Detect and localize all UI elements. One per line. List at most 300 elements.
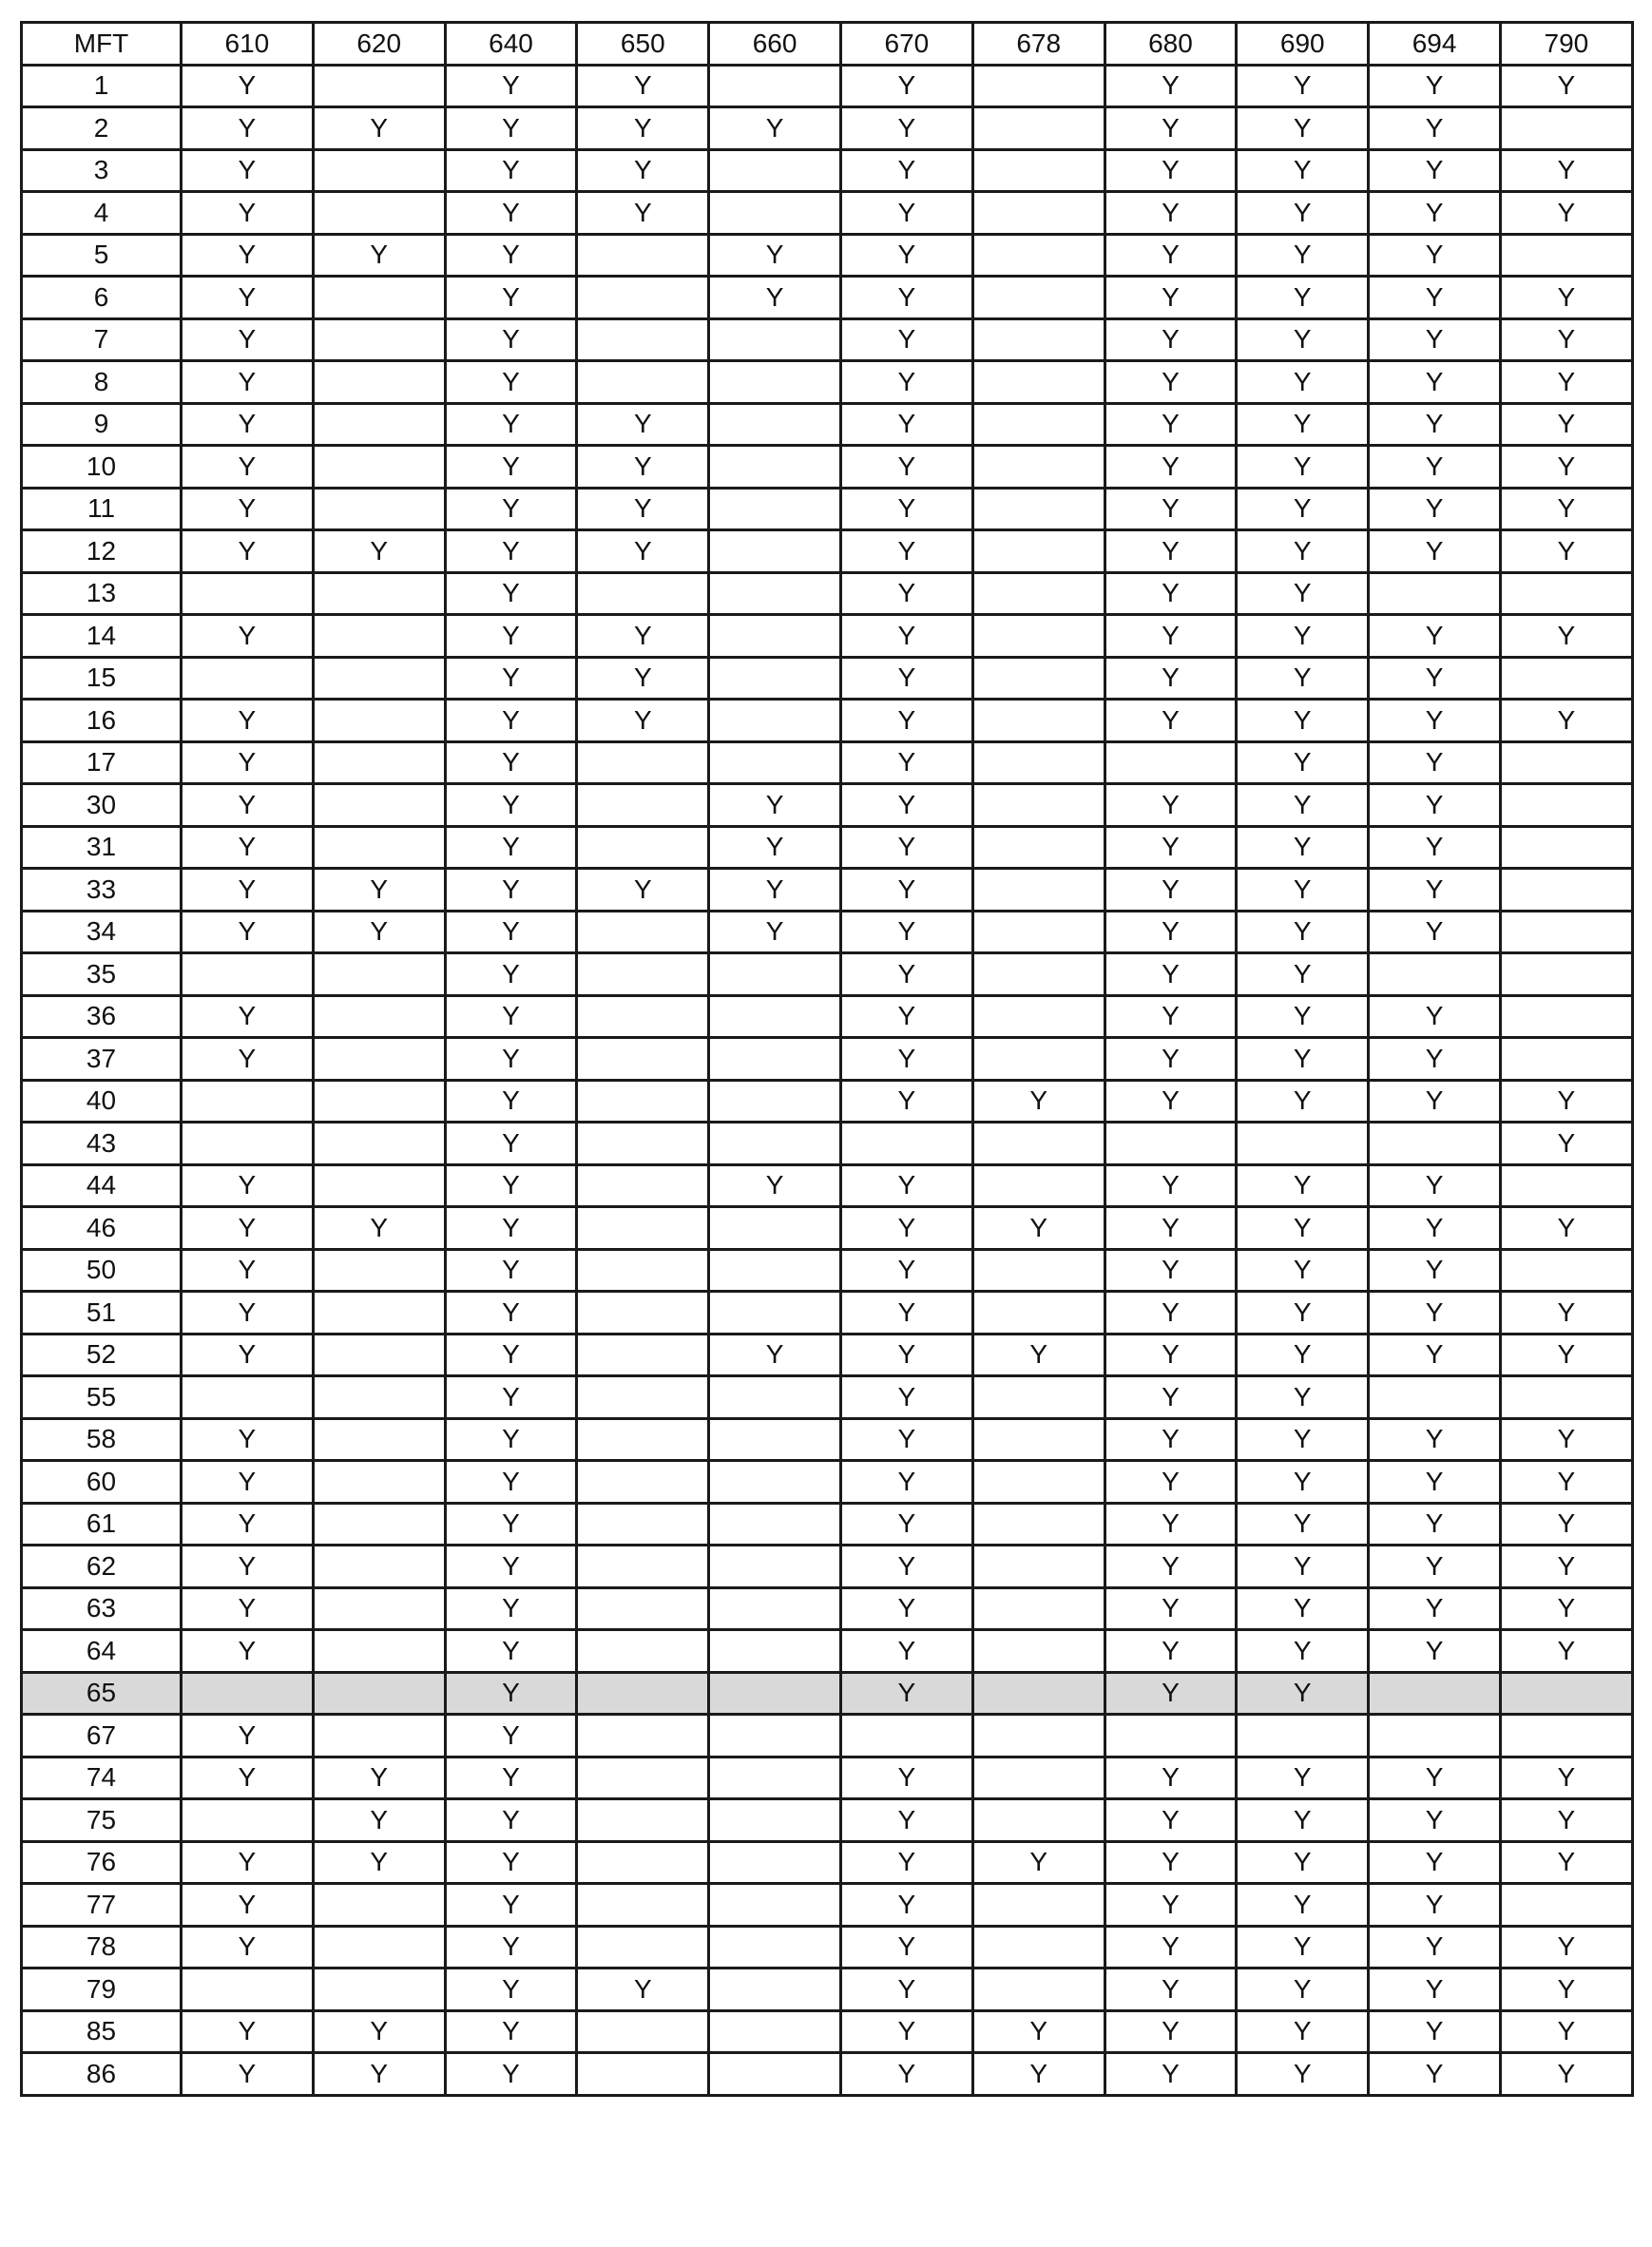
- table-cell: Y: [1237, 2010, 1369, 2053]
- table-cell: Y: [840, 995, 972, 1038]
- table-cell: [313, 1123, 445, 1165]
- table-cell: Y: [182, 403, 314, 446]
- table-row: [22, 1757, 1633, 1799]
- table-cell: [577, 1376, 709, 1419]
- row-header-mft: 44: [22, 1164, 182, 1207]
- table-row: [22, 1969, 1633, 2011]
- row-header-mft: 6: [22, 277, 182, 319]
- row-header-mft: 34: [22, 911, 182, 953]
- table-cell: Y: [1500, 361, 1632, 404]
- table-cell: [709, 1630, 841, 1673]
- table-row: [22, 1080, 1633, 1123]
- table-cell: Y: [445, 1587, 577, 1630]
- table-cell: Y: [1237, 869, 1369, 912]
- table-cell: [972, 615, 1105, 658]
- table-cell: Y: [1369, 1630, 1501, 1673]
- table-cell: [709, 1207, 841, 1250]
- table-cell: Y: [840, 1376, 972, 1419]
- row-header-mft: 55: [22, 1376, 182, 1419]
- table-cell: Y: [1500, 1334, 1632, 1376]
- row-header-mft: 65: [22, 1672, 182, 1715]
- table-cell: Y: [182, 192, 314, 235]
- table-cell: Y: [1369, 1969, 1501, 2011]
- table-row: [22, 2010, 1633, 2053]
- table-cell: Y: [182, 361, 314, 404]
- table-cell: [577, 1587, 709, 1630]
- table-cell: Y: [1237, 446, 1369, 489]
- row-header-mft: 75: [22, 1799, 182, 1842]
- table-cell: Y: [182, 1334, 314, 1376]
- table-cell: [709, 2010, 841, 2053]
- table-cell: Y: [1500, 149, 1632, 192]
- table-cell: Y: [182, 1884, 314, 1927]
- table-cell: Y: [313, 2010, 445, 2053]
- table-cell: [972, 1164, 1105, 1207]
- column-header-620: 620: [313, 23, 445, 66]
- table-cell: Y: [1369, 361, 1501, 404]
- table-cell: [972, 1546, 1105, 1588]
- table-cell: Y: [709, 107, 841, 150]
- table-cell: [972, 361, 1105, 404]
- row-header-mft: 40: [22, 1080, 182, 1123]
- table-cell: Y: [445, 2010, 577, 2053]
- table-cell: Y: [445, 361, 577, 404]
- table-cell: [313, 784, 445, 827]
- table-cell: Y: [577, 192, 709, 235]
- table-cell: [577, 1546, 709, 1588]
- table-cell: [313, 1334, 445, 1376]
- table-cell: Y: [445, 572, 577, 615]
- table-cell: Y: [840, 107, 972, 150]
- table-cell: Y: [445, 1461, 577, 1504]
- table-cell: Y: [445, 192, 577, 235]
- table-cell: Y: [1500, 446, 1632, 489]
- table-cell: Y: [445, 1207, 577, 1250]
- table-cell: Y: [840, 1884, 972, 1927]
- table-cell: [577, 741, 709, 784]
- table-cell: Y: [1500, 1503, 1632, 1546]
- table-cell: [1500, 784, 1632, 827]
- table-row: [22, 1418, 1633, 1461]
- table-cell: Y: [182, 1503, 314, 1546]
- table-cell: Y: [1369, 1884, 1501, 1927]
- table-row: [22, 1546, 1633, 1588]
- row-header-mft: 8: [22, 361, 182, 404]
- table-cell: Y: [182, 741, 314, 784]
- table-row: [22, 192, 1633, 235]
- column-header-640: 640: [445, 23, 577, 66]
- table-cell: Y: [840, 1841, 972, 1884]
- table-cell: Y: [577, 530, 709, 573]
- table-cell: Y: [1500, 1799, 1632, 1842]
- table-cell: [709, 318, 841, 361]
- row-header-mft: 74: [22, 1757, 182, 1799]
- table-cell: Y: [1369, 192, 1501, 235]
- table-cell: Y: [182, 1292, 314, 1335]
- table-cell: Y: [1500, 488, 1632, 530]
- table-cell: Y: [840, 234, 972, 277]
- table-cell: Y: [709, 911, 841, 953]
- row-header-mft: 11: [22, 488, 182, 530]
- table-cell: [709, 1587, 841, 1630]
- table-cell: Y: [1369, 403, 1501, 446]
- table-cell: [313, 149, 445, 192]
- table-cell: Y: [1369, 2010, 1501, 2053]
- table-cell: Y: [445, 1884, 577, 1927]
- table-cell: [972, 869, 1105, 912]
- table-cell: Y: [445, 530, 577, 573]
- table-cell: Y: [1237, 1249, 1369, 1292]
- table-cell: Y: [1237, 700, 1369, 742]
- table-cell: Y: [1237, 1503, 1369, 1546]
- table-cell: [709, 446, 841, 489]
- table-cell: [972, 530, 1105, 573]
- table-cell: Y: [1237, 911, 1369, 953]
- table-cell: Y: [445, 1123, 577, 1165]
- table-cell: [313, 446, 445, 489]
- table-cell: Y: [182, 615, 314, 658]
- table-cell: Y: [1369, 488, 1501, 530]
- table-cell: [182, 1376, 314, 1419]
- table-cell: Y: [1500, 1080, 1632, 1123]
- table-cell: Y: [1237, 149, 1369, 192]
- table-cell: Y: [840, 2053, 972, 2096]
- table-cell: Y: [1237, 1757, 1369, 1799]
- table-cell: Y: [1105, 1672, 1237, 1715]
- table-cell: [1500, 1715, 1632, 1757]
- table-cell: Y: [313, 1207, 445, 1250]
- table-cell: Y: [840, 318, 972, 361]
- table-cell: Y: [577, 446, 709, 489]
- table-cell: [972, 1799, 1105, 1842]
- table-cell: [577, 1164, 709, 1207]
- table-cell: Y: [182, 995, 314, 1038]
- table-row: [22, 1207, 1633, 1250]
- table-cell: Y: [840, 657, 972, 700]
- table-cell: [182, 1123, 314, 1165]
- table-cell: Y: [182, 1038, 314, 1081]
- table-cell: Y: [182, 1418, 314, 1461]
- table-cell: [182, 1080, 314, 1123]
- table-cell: Y: [1369, 826, 1501, 869]
- table-cell: Y: [1105, 1418, 1237, 1461]
- table-cell: Y: [1237, 1884, 1369, 1927]
- table-cell: [577, 911, 709, 953]
- table-header: [22, 23, 1633, 66]
- table-cell: [972, 192, 1105, 235]
- table-cell: Y: [1237, 1207, 1369, 1250]
- table-cell: Y: [182, 488, 314, 530]
- table-cell: Y: [313, 1757, 445, 1799]
- table-cell: Y: [182, 1587, 314, 1630]
- table-cell: [972, 1884, 1105, 1927]
- table-cell: [840, 1715, 972, 1757]
- table-cell: Y: [1105, 403, 1237, 446]
- table-cell: Y: [1105, 149, 1237, 192]
- table-cell: Y: [182, 1841, 314, 1884]
- table-cell: Y: [1369, 657, 1501, 700]
- table-cell: [577, 1461, 709, 1504]
- table-cell: Y: [840, 1418, 972, 1461]
- table-cell: [972, 1418, 1105, 1461]
- table-cell: [709, 1292, 841, 1335]
- table-cell: [972, 1503, 1105, 1546]
- table-cell: Y: [1369, 318, 1501, 361]
- table-row: [22, 1123, 1633, 1165]
- table-cell: Y: [1500, 277, 1632, 319]
- table-cell: Y: [1237, 1080, 1369, 1123]
- table-cell: Y: [840, 1461, 972, 1504]
- table-cell: [972, 657, 1105, 700]
- table-cell: [313, 1249, 445, 1292]
- table-cell: [709, 1969, 841, 2011]
- row-header-mft: 30: [22, 784, 182, 827]
- table-cell: [1369, 1715, 1501, 1757]
- table-cell: [577, 826, 709, 869]
- table-cell: [972, 572, 1105, 615]
- table-cell: Y: [445, 1418, 577, 1461]
- table-row: [22, 657, 1633, 700]
- table-cell: Y: [840, 1969, 972, 2011]
- table-cell: [972, 1292, 1105, 1335]
- table-cell: [972, 403, 1105, 446]
- row-header-mft: 1: [22, 65, 182, 107]
- table-cell: Y: [1369, 1461, 1501, 1504]
- table-cell: Y: [1237, 1164, 1369, 1207]
- table-cell: Y: [445, 995, 577, 1038]
- table-cell: Y: [1237, 615, 1369, 658]
- table-row: [22, 1884, 1633, 1927]
- table-cell: [709, 1799, 841, 1842]
- row-header-mft: 52: [22, 1334, 182, 1376]
- table-cell: Y: [1500, 403, 1632, 446]
- table-row: [22, 2053, 1633, 2096]
- table-cell: Y: [445, 1841, 577, 1884]
- table-cell: [313, 318, 445, 361]
- table-cell: [709, 615, 841, 658]
- table-cell: [709, 1884, 841, 1927]
- table-cell: Y: [1369, 1334, 1501, 1376]
- table-cell: [577, 234, 709, 277]
- table-cell: [577, 1799, 709, 1842]
- table-cell: Y: [1237, 1461, 1369, 1504]
- table-cell: [313, 700, 445, 742]
- table-cell: Y: [1237, 1672, 1369, 1715]
- table-cell: [709, 1080, 841, 1123]
- table-cell: Y: [1369, 869, 1501, 912]
- table-cell: [313, 1418, 445, 1461]
- table-cell: Y: [840, 1249, 972, 1292]
- table-cell: Y: [1237, 953, 1369, 996]
- table-cell: Y: [1500, 1841, 1632, 1884]
- table-row: [22, 530, 1633, 573]
- table-cell: Y: [1500, 1926, 1632, 1969]
- table-cell: [313, 1969, 445, 2011]
- table-cell: Y: [840, 784, 972, 827]
- table-cell: Y: [1369, 1757, 1501, 1799]
- table-cell: Y: [445, 953, 577, 996]
- table-cell: [972, 1249, 1105, 1292]
- table-cell: [577, 1207, 709, 1250]
- table-cell: [182, 1969, 314, 2011]
- table-cell: [1500, 1164, 1632, 1207]
- table-cell: Y: [445, 615, 577, 658]
- table-cell: Y: [1105, 615, 1237, 658]
- row-header-mft: 77: [22, 1884, 182, 1927]
- table-cell: Y: [1105, 1376, 1237, 1419]
- table-row: [22, 1249, 1633, 1292]
- table-cell: Y: [1237, 1799, 1369, 1842]
- table-cell: Y: [1369, 2053, 1501, 2096]
- row-header-mft: 15: [22, 657, 182, 700]
- table-cell: Y: [445, 700, 577, 742]
- table-cell: [972, 65, 1105, 107]
- table-cell: Y: [182, 1757, 314, 1799]
- table-cell: [972, 318, 1105, 361]
- table-cell: [577, 995, 709, 1038]
- table-cell: Y: [313, 1841, 445, 1884]
- table-cell: Y: [840, 403, 972, 446]
- table-cell: Y: [445, 1164, 577, 1207]
- table-cell: Y: [972, 2010, 1105, 2053]
- row-header-mft: 43: [22, 1123, 182, 1165]
- table-cell: Y: [1369, 1841, 1501, 1884]
- table-cell: Y: [1105, 1249, 1237, 1292]
- table-cell: Y: [1237, 826, 1369, 869]
- table-cell: Y: [972, 1334, 1105, 1376]
- table-cell: Y: [445, 403, 577, 446]
- table-cell: [577, 1757, 709, 1799]
- table-cell: [1500, 995, 1632, 1038]
- table-cell: Y: [1500, 615, 1632, 658]
- table-cell: Y: [1369, 277, 1501, 319]
- table-cell: Y: [840, 1334, 972, 1376]
- row-header-mft: 16: [22, 700, 182, 742]
- table-row: [22, 911, 1633, 953]
- table-cell: [577, 953, 709, 996]
- table-cell: [313, 1587, 445, 1630]
- table-cell: Y: [445, 911, 577, 953]
- row-header-mft: 64: [22, 1630, 182, 1673]
- table-cell: [709, 1461, 841, 1504]
- table-row: [22, 446, 1633, 489]
- row-header-mft: 60: [22, 1461, 182, 1504]
- table-cell: [972, 784, 1105, 827]
- table-cell: Y: [182, 911, 314, 953]
- table-cell: Y: [1500, 1630, 1632, 1673]
- table-cell: [313, 1630, 445, 1673]
- table-cell: Y: [1105, 2010, 1237, 2053]
- table-cell: Y: [1369, 615, 1501, 658]
- table-cell: Y: [1237, 657, 1369, 700]
- table-cell: Y: [1105, 1587, 1237, 1630]
- table-cell: Y: [709, 277, 841, 319]
- table-row: [22, 953, 1633, 996]
- row-header-mft: 35: [22, 953, 182, 996]
- column-header-mft: MFT: [22, 23, 182, 66]
- table-cell: Y: [445, 318, 577, 361]
- table-body: [22, 65, 1633, 2095]
- table-cell: [577, 1418, 709, 1461]
- column-header-650: 650: [577, 23, 709, 66]
- table-cell: Y: [709, 1334, 841, 1376]
- table-cell: Y: [313, 869, 445, 912]
- table-row: [22, 1376, 1633, 1419]
- table-cell: [972, 911, 1105, 953]
- table-cell: [972, 1587, 1105, 1630]
- table-cell: [182, 953, 314, 996]
- table-cell: [313, 1672, 445, 1715]
- table-cell: Y: [1237, 530, 1369, 573]
- table-cell: [577, 1038, 709, 1081]
- table-cell: [577, 361, 709, 404]
- row-header-mft: 7: [22, 318, 182, 361]
- table-cell: Y: [1237, 403, 1369, 446]
- table-cell: Y: [1500, 1587, 1632, 1630]
- table-cell: Y: [445, 107, 577, 150]
- table-cell: [972, 1038, 1105, 1081]
- row-header-mft: 37: [22, 1038, 182, 1081]
- table-cell: Y: [445, 741, 577, 784]
- table-cell: [1500, 572, 1632, 615]
- column-header-678: 678: [972, 23, 1105, 66]
- table-cell: [1500, 234, 1632, 277]
- table-row: [22, 107, 1633, 150]
- table-row: [22, 1038, 1633, 1081]
- table-cell: Y: [840, 1080, 972, 1123]
- table-cell: Y: [445, 1038, 577, 1081]
- table-cell: Y: [1105, 1503, 1237, 1546]
- table-row: [22, 826, 1633, 869]
- table-cell: Y: [577, 403, 709, 446]
- table-cell: Y: [1500, 1546, 1632, 1588]
- table-cell: Y: [709, 784, 841, 827]
- table-cell: Y: [182, 446, 314, 489]
- table-cell: Y: [182, 149, 314, 192]
- table-cell: Y: [182, 107, 314, 150]
- table-cell: [1369, 953, 1501, 996]
- table-cell: [577, 1926, 709, 1969]
- table-cell: Y: [1369, 1292, 1501, 1335]
- table-cell: Y: [1105, 1799, 1237, 1842]
- table-cell: Y: [1237, 234, 1369, 277]
- table-cell: [1500, 953, 1632, 996]
- table-cell: Y: [709, 826, 841, 869]
- table-cell: Y: [1237, 1376, 1369, 1419]
- table-cell: Y: [182, 869, 314, 912]
- table-cell: Y: [840, 1292, 972, 1335]
- table-cell: [709, 149, 841, 192]
- table-cell: [182, 1672, 314, 1715]
- table-cell: Y: [1500, 192, 1632, 235]
- table-cell: Y: [445, 446, 577, 489]
- table-cell: Y: [1237, 277, 1369, 319]
- table-cell: [709, 1841, 841, 1884]
- table-cell: Y: [1237, 1292, 1369, 1335]
- table-cell: Y: [1369, 65, 1501, 107]
- table-cell: Y: [1237, 1546, 1369, 1588]
- table-cell: [1105, 741, 1237, 784]
- table-cell: Y: [182, 1630, 314, 1673]
- table-cell: Y: [1105, 277, 1237, 319]
- table-cell: Y: [182, 1715, 314, 1757]
- table-cell: [972, 1376, 1105, 1419]
- row-header-mft: 9: [22, 403, 182, 446]
- row-header-mft: 67: [22, 1715, 182, 1757]
- table-cell: [1500, 107, 1632, 150]
- table-cell: [972, 488, 1105, 530]
- table-cell: Y: [1369, 1164, 1501, 1207]
